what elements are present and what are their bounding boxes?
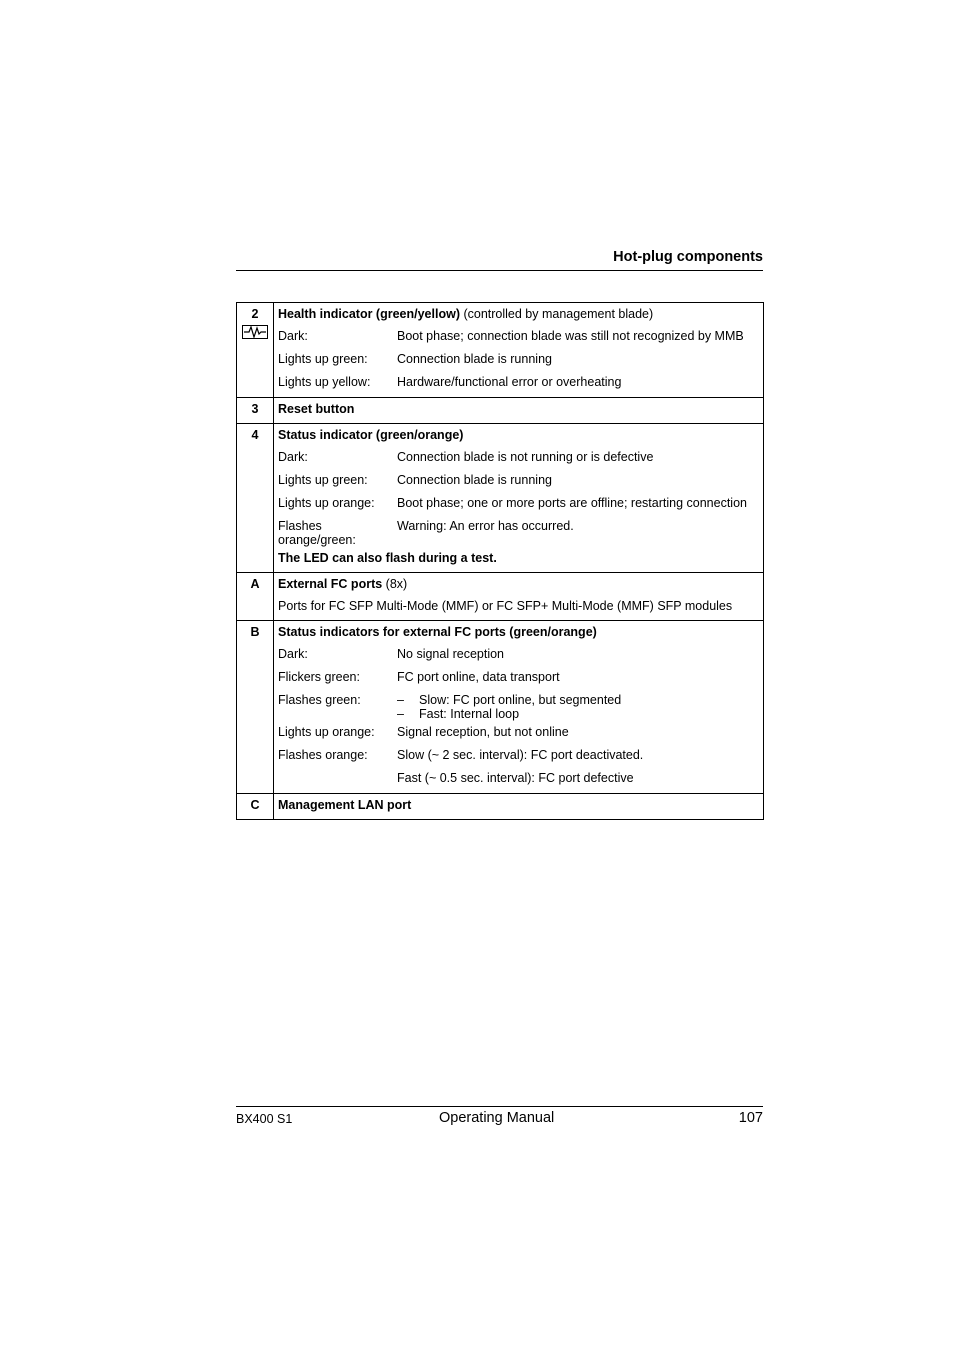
- row-heading: Health indicator (green/yellow) (controlled by management blade): [278, 307, 654, 321]
- row-heading: Status indicator (green/orange): [278, 428, 464, 442]
- table-row: [237, 621, 764, 794]
- list-item: Flashes orange/green: Warning: An error has occurred.: [278, 519, 574, 547]
- list-item: Flickers green: FC port online, data transport: [278, 670, 560, 684]
- row-heading: Status indicators for external FC ports (green/orange): [278, 625, 597, 639]
- list-item: Lights up orange: Signal reception, but not online: [278, 725, 569, 739]
- list-item: Dark: Connection blade is not running or is defective: [278, 450, 654, 464]
- table-row: [237, 573, 764, 621]
- page-title: Hot-plug components: [613, 249, 763, 265]
- row-heading: External FC ports (8x): [278, 577, 408, 591]
- list-item: Flashes orange: Slow (~ 2 sec. interval): FC port deactivated.: [278, 748, 644, 762]
- page-number: 107: [738, 1110, 763, 1126]
- list-item: Lights up yellow: Hardware/functional error or overheating: [278, 375, 622, 389]
- list-item: Lights up green: Connection blade is running: [278, 473, 552, 487]
- row-content: [274, 621, 764, 794]
- list-item: Lights up green: Connection blade is running: [278, 352, 552, 366]
- table-row: [237, 794, 764, 820]
- list-item: Lights up orange: Boot phase; one or more ports are offline; restarting connection: [278, 496, 747, 510]
- row-heading: Reset button: [278, 402, 355, 416]
- row-number: 4: [237, 424, 274, 573]
- list-item: Dark: Boot phase; connection blade was still not recognized by MMB: [278, 329, 744, 343]
- row-number: C: [237, 794, 274, 820]
- indicator-table: [236, 302, 764, 820]
- table-row: [237, 303, 764, 398]
- bullet-list: [397, 693, 759, 721]
- footer-manual-title: Operating Manual: [439, 1110, 555, 1126]
- page-footer: [236, 1106, 763, 1126]
- bullet-item: – Slow: FC port online, but segmented: [397, 693, 622, 707]
- row-number: A: [237, 573, 274, 621]
- list-item: Fast (~ 0.5 sec. interval): FC port defective: [397, 771, 634, 785]
- bullet-item: – Fast: Internal loop: [397, 707, 520, 721]
- row-content: [274, 303, 764, 398]
- page-header: [236, 247, 763, 271]
- table-row: [237, 424, 764, 573]
- health-indicator-icon: [242, 325, 268, 339]
- row-content: [274, 424, 764, 573]
- row-content: [274, 398, 764, 424]
- row-text: Ports for FC SFP Multi-Mode (MMF) or FC SFP+ Multi-Mode (MMF) SFP modules: [278, 599, 733, 613]
- list-item: Dark: No signal reception: [278, 647, 505, 661]
- row-number: 3: [237, 398, 274, 424]
- footer-product: BX400 S1: [236, 1112, 293, 1126]
- list-item: Flashes green: – Slow: FC port online, but segmented – Fast: Internal loop: [278, 689, 759, 721]
- row-number: 2: [237, 303, 274, 398]
- row-number: B: [237, 621, 274, 794]
- row-content: [274, 794, 764, 820]
- row-heading: Management LAN port: [278, 798, 412, 812]
- row-note: The LED can also flash during a test.: [278, 551, 497, 565]
- table-row: [237, 398, 764, 424]
- row-content: [274, 573, 764, 621]
